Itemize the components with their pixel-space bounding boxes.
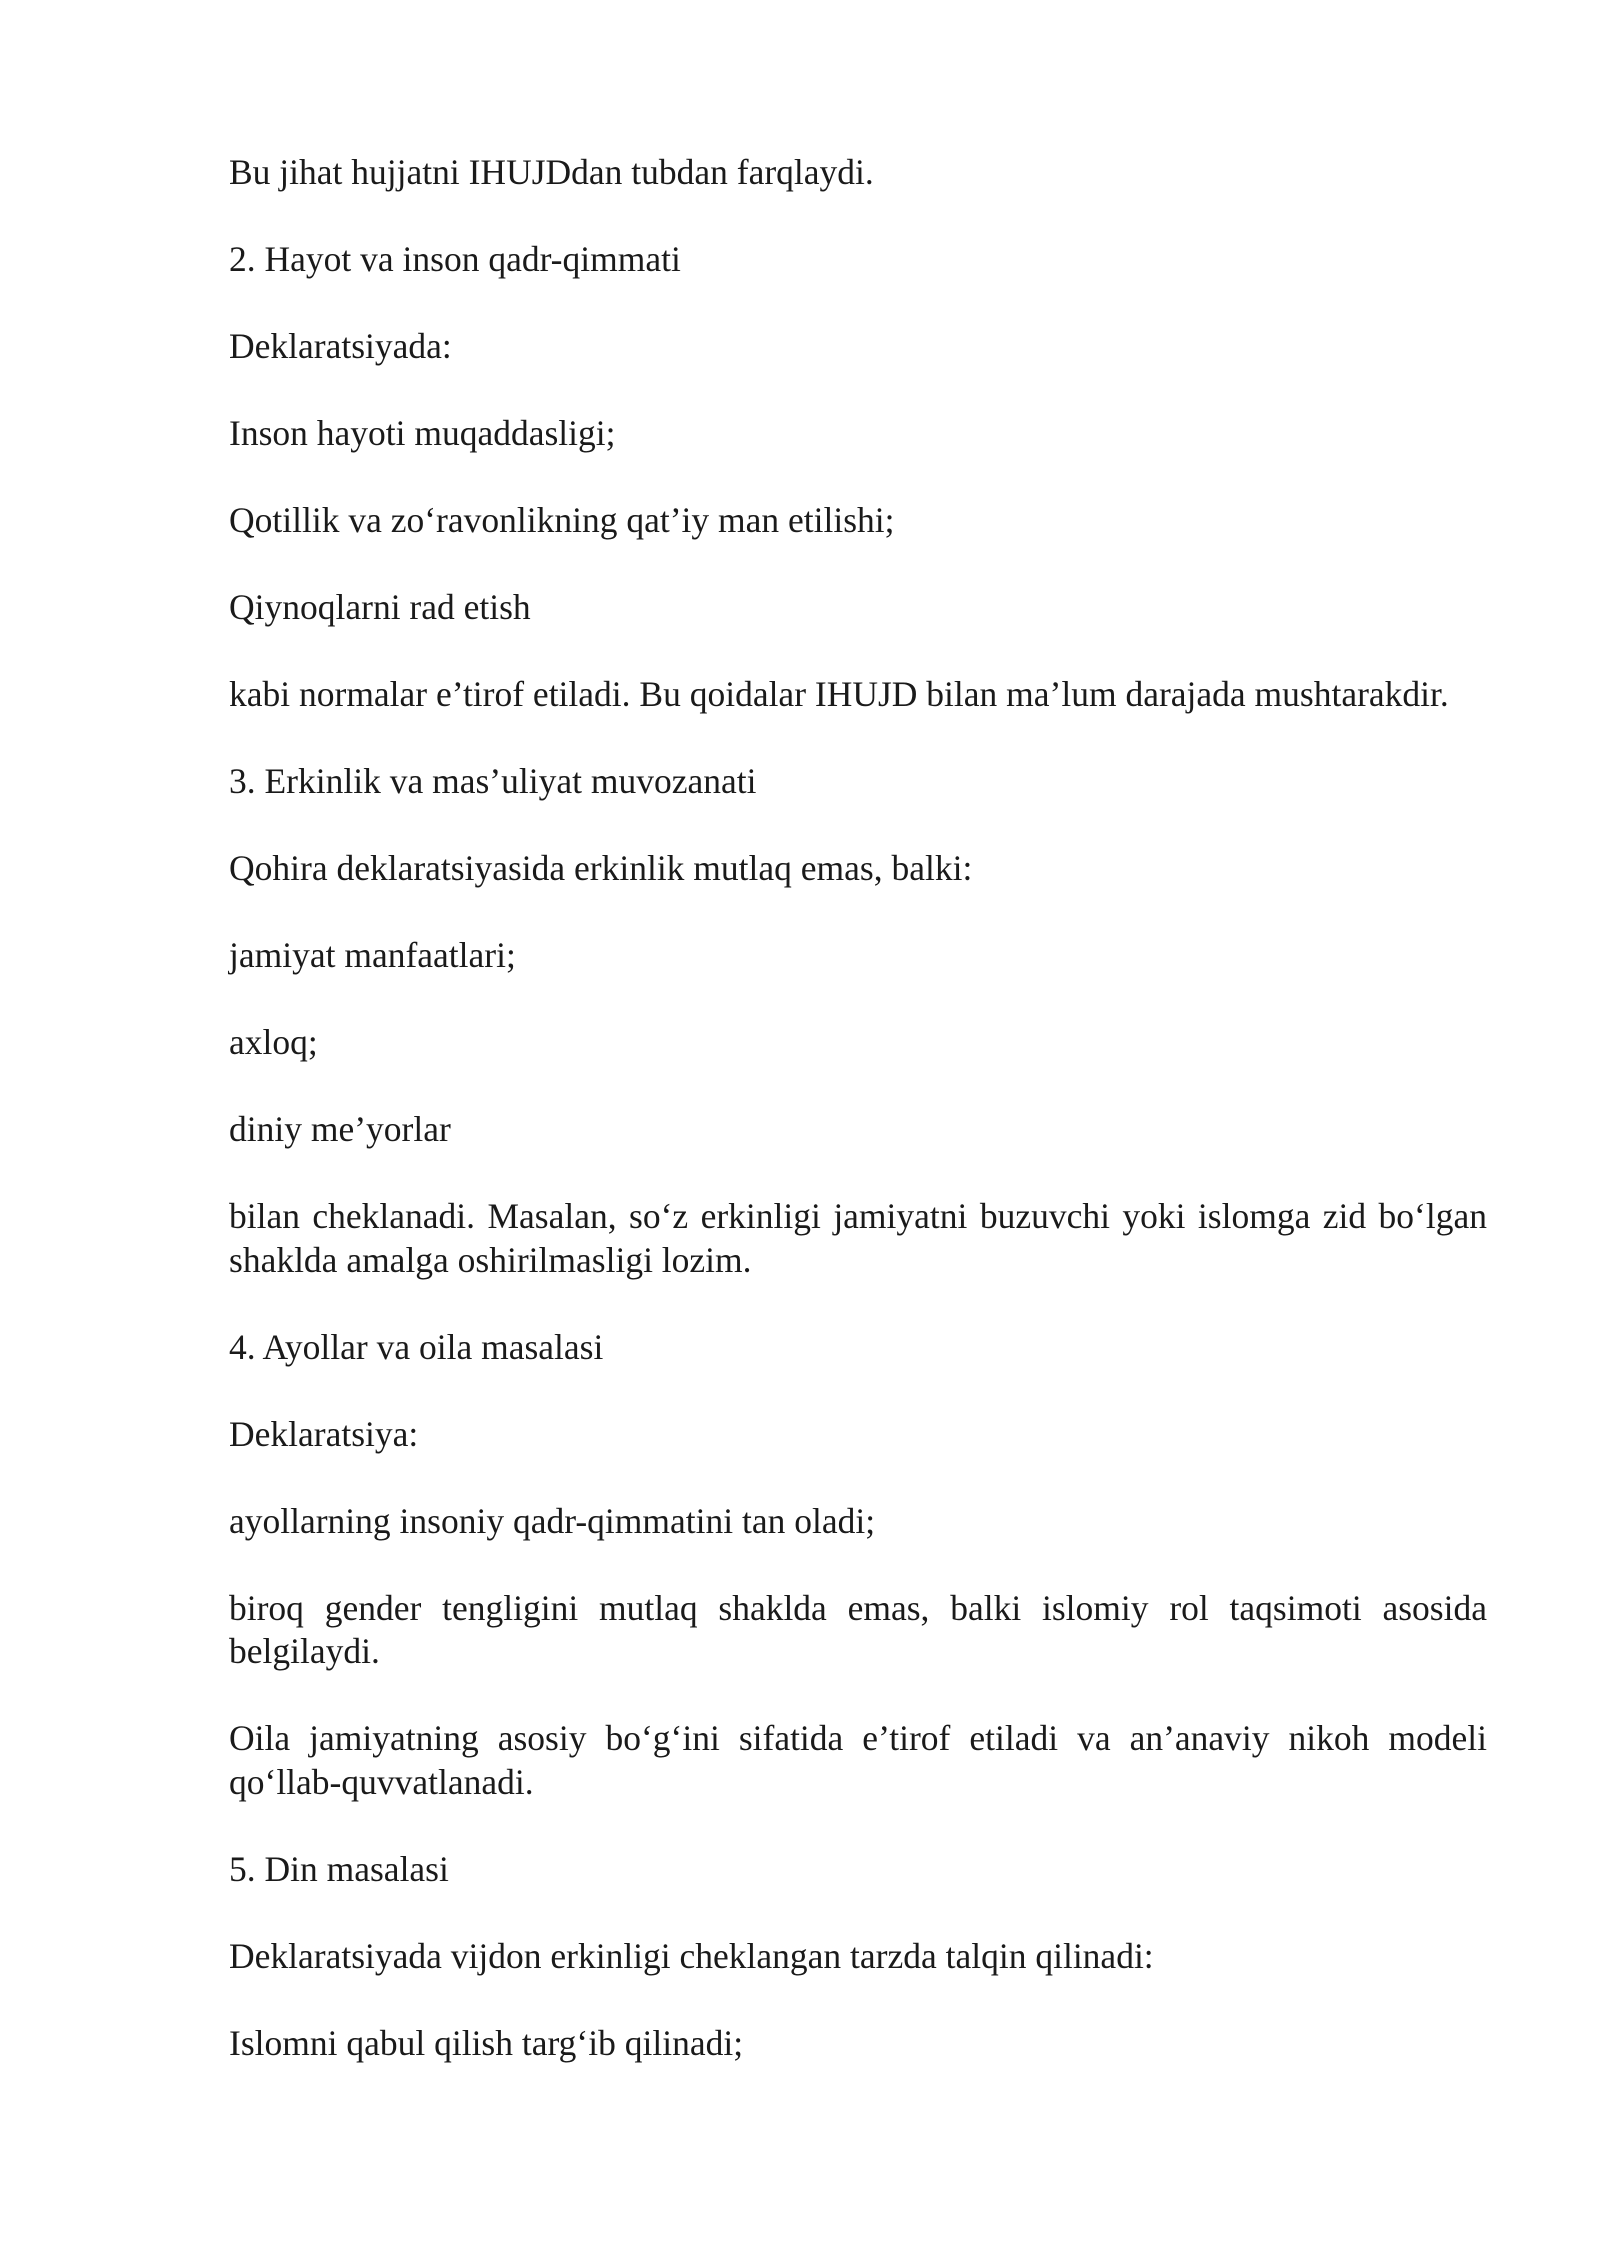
section-heading-3: 3. Erkinlik va mas’uliyat muvozanati xyxy=(229,761,757,801)
section-heading-5: 5. Din masalasi xyxy=(229,1848,449,1889)
paragraph-1: Bu jihat hujjatni IHUJDdan tubdan farqlaydi. xyxy=(229,152,874,192)
document-body xyxy=(229,151,1487,2109)
list-item: Islomni qabul qilish targ‘ib qilinadi; xyxy=(229,2022,744,2063)
paragraph-7: kabi normalar e’tirof etiladi. Bu qoidalar IHUJD bilan ma’lum darajada mushtarakdir. xyxy=(229,674,1449,714)
list-item: axloq; xyxy=(229,1022,318,1062)
list-item: jamiyat manfaatlari; xyxy=(229,935,516,975)
list-item: Qiynoqlarni rad etish xyxy=(229,587,531,627)
paragraph-18: Oila jamiyatning asosiy bo‘g‘ini sifatida e’tirof etiladi va an’anaviy nikoh modeli qo‘llab-quvvatlanadi. xyxy=(229,1718,1487,1802)
paragraph-20: Deklaratsiyada vijdon erkinligi cheklangan tarzda talqin qilinadi: xyxy=(229,1935,1154,1976)
list-item: Inson hayoti muqaddasligi; xyxy=(229,413,616,453)
paragraph-13: bilan cheklanadi. Masalan, so‘z erkinligi jamiyatni buzuvchi yoki islomga zid bo‘lgan shaklda amalga oshirilmasligi lozim. xyxy=(229,1196,1487,1280)
list-item: ayollarning insoniy qadr-qimmatini tan oladi; xyxy=(229,1500,876,1541)
list-item: diniy me’yorlar xyxy=(229,1109,451,1149)
section-heading-4: 4. Ayollar va oila masalasi xyxy=(229,1326,604,1367)
list-item: biroq gender tengligini mutlaq shaklda emas, balki islomiy rol taqsimoti asosida belgilaydi. xyxy=(229,1587,1487,1671)
paragraph-15: Deklaratsiya: xyxy=(229,1413,419,1454)
paragraph-3: Deklaratsiyada: xyxy=(229,326,452,366)
section-heading-2: 2. Hayot va inson qadr-qimmati xyxy=(229,239,681,279)
paragraph-9: Qohira deklaratsiyasida erkinlik mutlaq emas, balki: xyxy=(229,848,973,888)
list-item: Qotillik va zo‘ravonlikning qat’iy man etilishi; xyxy=(229,500,895,540)
